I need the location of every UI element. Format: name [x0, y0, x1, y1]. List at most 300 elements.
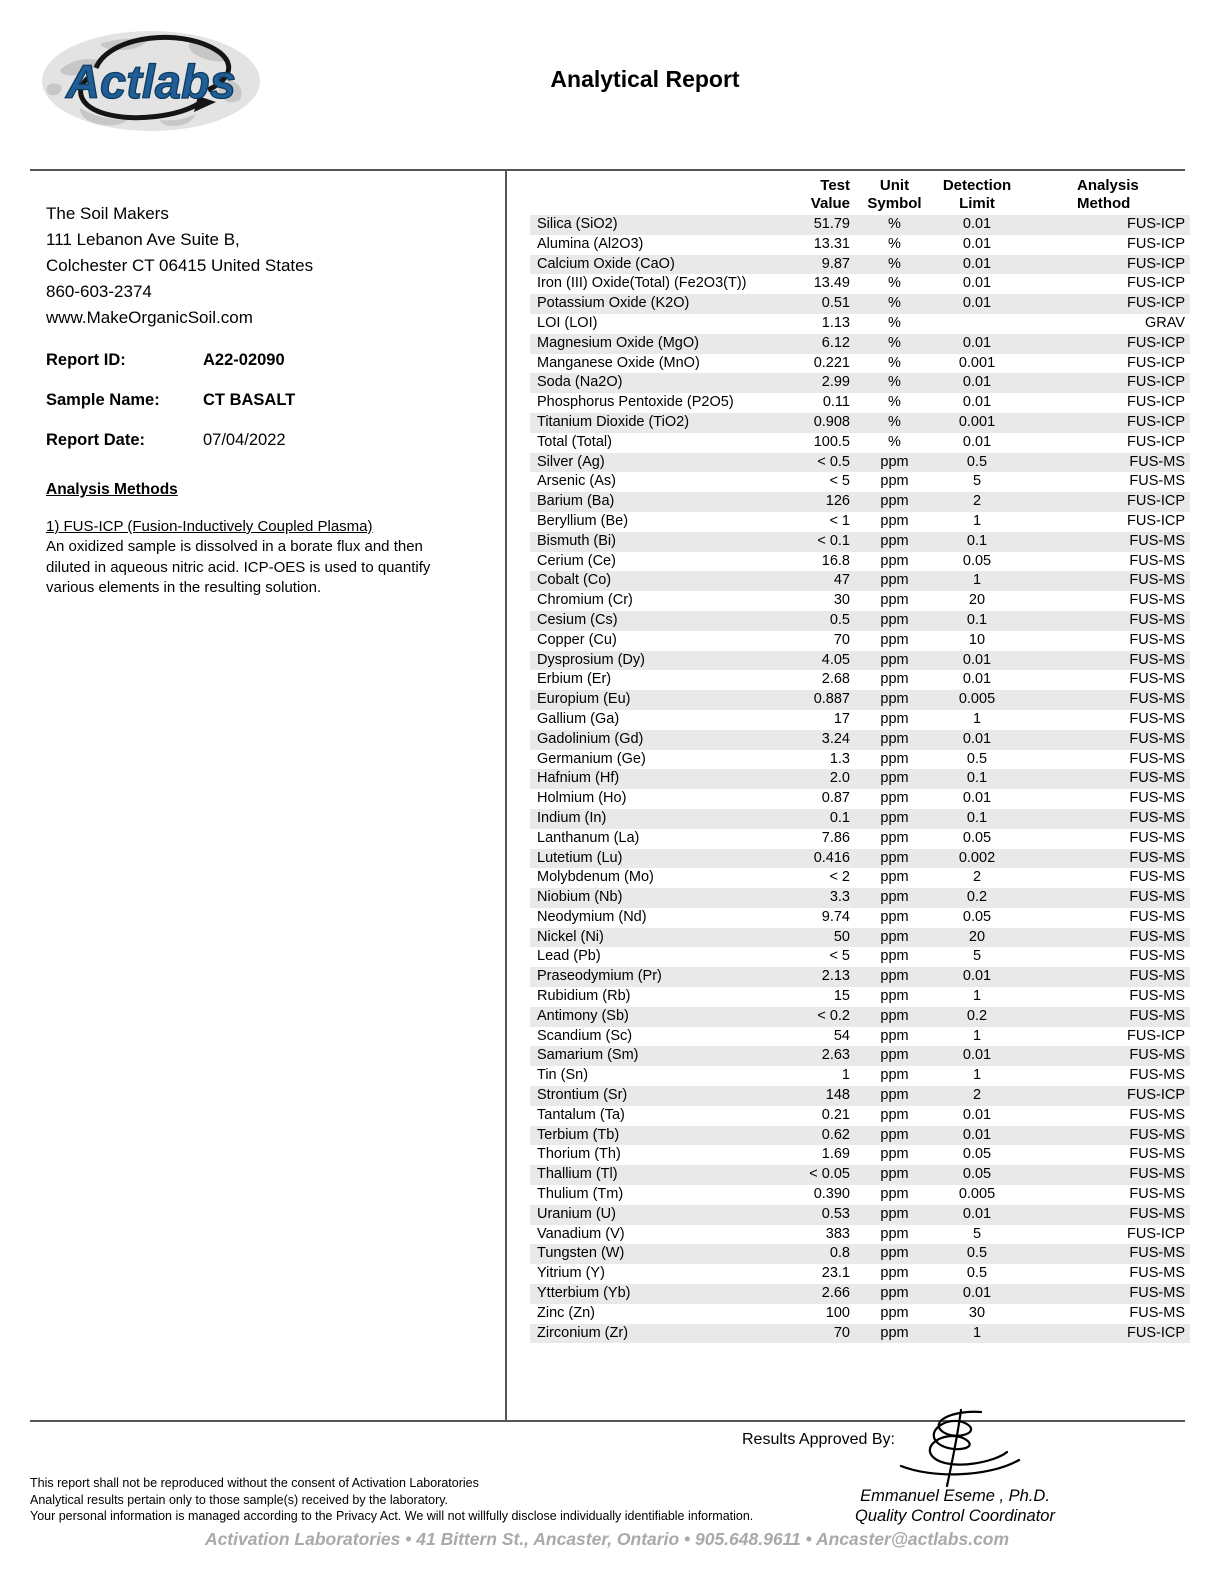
cell-value: 50 [833, 928, 850, 945]
cell-limit: 1 [972, 1027, 982, 1044]
cell-method: FUS-ICP [1127, 433, 1185, 450]
cell-limit: 0.05 [962, 908, 992, 925]
cell-method: FUS-MS [1129, 1245, 1185, 1262]
results-table [530, 177, 1190, 1343]
cell-value: 1.69 [821, 1146, 850, 1163]
signature-scribble [895, 1408, 1025, 1490]
table-row [530, 215, 1190, 235]
table-row [530, 1145, 1190, 1165]
cell-value: 0.87 [821, 790, 850, 807]
table-row [530, 1086, 1190, 1106]
table-row [530, 908, 1190, 928]
cell-method: FUS-MS [1129, 829, 1185, 846]
cell-unit: ppm [880, 611, 909, 628]
cell-method: GRAV [1144, 314, 1185, 331]
cell-limit: 0.01 [962, 730, 992, 747]
sample-name-label: Sample Name: [46, 391, 160, 409]
cell-unit: % [888, 334, 901, 351]
cell-value: 148 [825, 1087, 850, 1104]
cell-analyte: Cesium (Cs) [537, 611, 618, 628]
cell-method: FUS-MS [1129, 968, 1185, 985]
cell-method: FUS-MS [1129, 691, 1185, 708]
cell-value: 70 [833, 631, 850, 648]
table-row [530, 354, 1190, 374]
cell-value: < 0.05 [809, 1166, 850, 1183]
table-row [530, 472, 1190, 492]
cell-analyte: LOI (LOI) [537, 314, 598, 331]
cell-value: 54 [833, 1027, 850, 1044]
cell-method: FUS-MS [1129, 611, 1185, 628]
method-title: 1) FUS-ICP (Fusion-Inductively Coupled Plasma) [46, 518, 373, 535]
cell-value: 9.87 [821, 255, 850, 272]
table-row [530, 294, 1190, 314]
cell-method: FUS-ICP [1127, 275, 1185, 292]
client-name: The Soil Makers [46, 204, 169, 223]
cell-method: FUS-ICP [1127, 216, 1185, 232]
cell-analyte: Beryllium (Be) [537, 512, 629, 529]
cell-method: FUS-ICP [1127, 493, 1185, 510]
client-address-line2: Colchester CT 06415 United States [46, 256, 314, 275]
cell-value: 3.3 [829, 889, 850, 906]
cell-analyte: Total (Total) [537, 433, 612, 450]
cell-limit: 0.01 [962, 968, 992, 985]
analysis-methods-heading: Analysis Methods [46, 481, 178, 498]
cell-unit: ppm [880, 1225, 909, 1242]
cell-analyte: Thallium (Tl) [537, 1166, 618, 1183]
cell-limit: 0.05 [962, 552, 992, 569]
cell-limit: 0.05 [962, 829, 992, 846]
cell-unit: ppm [880, 453, 909, 470]
table-row [530, 373, 1190, 393]
cell-value: < 0.2 [817, 1007, 850, 1024]
cell-unit: % [888, 433, 901, 450]
cell-analyte: Lanthanum (La) [537, 829, 640, 846]
cell-method: FUS-MS [1129, 1126, 1185, 1143]
cell-analyte: Arsenic (As) [537, 473, 616, 490]
cell-unit: ppm [880, 829, 909, 846]
cell-method: FUS-MS [1129, 869, 1185, 886]
cell-unit: ppm [880, 770, 909, 787]
cell-limit: 0.05 [962, 1166, 992, 1183]
cell-unit: % [888, 216, 901, 232]
cell-value: 1.13 [821, 314, 850, 331]
cell-value: 0.390 [813, 1186, 850, 1203]
cell-value: 0.51 [821, 295, 850, 312]
cell-analyte: Germanium (Ge) [537, 750, 646, 767]
cell-limit: 0.01 [962, 295, 992, 312]
cell-limit: 0.001 [958, 413, 996, 430]
cell-limit: 1 [972, 512, 982, 529]
cell-method: FUS-MS [1129, 988, 1185, 1005]
cell-limit: 0.2 [966, 1007, 988, 1024]
cell-unit: ppm [880, 671, 909, 688]
cell-analyte: Dysprosium (Dy) [537, 651, 645, 668]
cell-unit: ppm [880, 988, 909, 1005]
cell-analyte: Cerium (Ce) [537, 552, 616, 569]
table-row [530, 532, 1190, 552]
cell-analyte: Holmium (Ho) [537, 790, 627, 807]
disclaimer-line: Analytical results pertain only to those sample(s) received by the laboratory. [30, 1492, 449, 1507]
cell-method: FUS-ICP [1127, 1027, 1185, 1044]
cell-method: FUS-MS [1129, 473, 1185, 490]
logo-wordmark: Actlabs [66, 55, 236, 108]
cell-method: FUS-ICP [1127, 1324, 1185, 1341]
cell-analyte: Uranium (U) [537, 1205, 616, 1222]
cell-unit: ppm [880, 1166, 909, 1183]
cell-limit: 0.01 [962, 1047, 992, 1064]
table-row [530, 492, 1190, 512]
table-row [530, 274, 1190, 294]
cell-method: FUS-MS [1129, 790, 1185, 807]
cell-unit: ppm [880, 908, 909, 925]
cell-analyte: Soda (Na2O) [537, 374, 623, 391]
cell-value: 6.12 [821, 334, 850, 351]
table-row [530, 1007, 1190, 1027]
cell-unit: ppm [880, 869, 909, 886]
cell-method: FUS-ICP [1127, 394, 1185, 411]
cell-unit: ppm [880, 1265, 909, 1282]
table-row [530, 571, 1190, 591]
cell-analyte: Cobalt (Co) [537, 572, 612, 589]
cell-value: 51.79 [813, 216, 850, 232]
cell-value: < 5 [829, 948, 850, 965]
cell-value: 2.68 [821, 671, 850, 688]
cell-limit: 0.01 [962, 394, 992, 411]
cell-limit: 1 [972, 710, 982, 727]
cell-method: FUS-ICP [1127, 1225, 1185, 1242]
cell-limit: 0.01 [962, 1106, 992, 1123]
cell-method: FUS-MS [1129, 592, 1185, 609]
cell-method: FUS-MS [1129, 770, 1185, 787]
analysis-method-column-header: Analysis Method [1077, 177, 1139, 212]
cell-limit: 1 [972, 1067, 982, 1084]
cell-value: 383 [825, 1225, 850, 1242]
cell-method: FUS-MS [1129, 631, 1185, 648]
cell-limit: 0.01 [962, 216, 992, 232]
table-row [530, 1225, 1190, 1245]
column-divider [505, 169, 507, 1422]
detection-limit-column-header: Detection Limit [942, 177, 1012, 212]
cell-limit: 0.005 [958, 1186, 996, 1203]
cell-method: FUS-MS [1129, 849, 1185, 866]
cell-value: 0.62 [821, 1126, 850, 1143]
cell-unit: ppm [880, 849, 909, 866]
table-row [530, 987, 1190, 1007]
cell-limit: 0.1 [966, 809, 988, 826]
cell-limit: 0.01 [962, 1285, 992, 1302]
cell-unit: ppm [880, 572, 909, 589]
cell-value: 70 [833, 1324, 850, 1341]
signature-icon [895, 1408, 1025, 1490]
cell-analyte: Vanadium (V) [537, 1225, 625, 1242]
cell-value: < 1 [829, 512, 850, 529]
cell-unit: ppm [880, 928, 909, 945]
cell-method: FUS-ICP [1127, 413, 1185, 430]
cell-value: 13.49 [813, 275, 850, 292]
table-row [530, 967, 1190, 987]
cell-unit: ppm [880, 493, 909, 510]
cell-method: FUS-MS [1129, 730, 1185, 747]
cell-limit: 0.01 [962, 790, 992, 807]
cell-limit: 0.5 [966, 1265, 988, 1282]
analyte-column-header [530, 177, 780, 215]
cell-unit: ppm [880, 1067, 909, 1084]
report-date-label: Report Date: [46, 431, 146, 449]
cell-value: 0.1 [829, 809, 850, 826]
disclaimer-line: Your personal information is managed according to the Privacy Act. We will not willfully disclose individually identifiable information. [30, 1509, 754, 1523]
cell-value: 2.0 [829, 770, 850, 787]
table-row [530, 829, 1190, 849]
table-row [530, 1244, 1190, 1264]
cell-analyte: Europium (Eu) [537, 691, 631, 708]
cell-unit: % [888, 295, 901, 312]
cell-unit: % [888, 314, 901, 331]
cell-unit: ppm [880, 532, 909, 549]
cell-method: FUS-MS [1129, 710, 1185, 727]
cell-value: 0.221 [813, 354, 850, 371]
cell-value: < 5 [829, 473, 850, 490]
table-row [530, 1126, 1190, 1146]
cell-unit: ppm [880, 1245, 909, 1262]
cell-method: FUS-MS [1129, 889, 1185, 906]
table-row [530, 750, 1190, 770]
cell-analyte: Potassium Oxide (K2O) [537, 295, 690, 312]
table-row [530, 1264, 1190, 1284]
table-row [530, 769, 1190, 789]
cell-method: FUS-MS [1129, 453, 1185, 470]
cell-value: 0.53 [821, 1205, 850, 1222]
cell-analyte: Thorium (Th) [537, 1146, 621, 1163]
table-row [530, 1185, 1190, 1205]
cell-limit: 0.002 [958, 849, 996, 866]
table-row [530, 393, 1190, 413]
cell-limit: 1 [972, 572, 982, 589]
cell-method: FUS-ICP [1127, 354, 1185, 371]
cell-unit: ppm [880, 1285, 909, 1302]
cell-analyte: Neodymium (Nd) [537, 908, 647, 925]
cell-limit: 0.2 [966, 889, 988, 906]
cell-unit: % [888, 235, 901, 252]
table-row [530, 453, 1190, 473]
cell-unit: ppm [880, 631, 909, 648]
cell-method: FUS-MS [1129, 809, 1185, 826]
cell-method: FUS-MS [1129, 1007, 1185, 1024]
cell-method: FUS-ICP [1127, 334, 1185, 351]
table-row [530, 611, 1190, 631]
cell-unit: ppm [880, 1126, 909, 1143]
cell-value: 30 [833, 592, 850, 609]
table-row [530, 710, 1190, 730]
cell-limit: 0.1 [966, 611, 988, 628]
cell-method: FUS-MS [1129, 1166, 1185, 1183]
top-divider [30, 169, 1185, 171]
table-row [530, 631, 1190, 651]
cell-unit: % [888, 413, 901, 430]
table-row [530, 1304, 1190, 1324]
cell-analyte: Strontium (Sr) [537, 1087, 628, 1104]
cell-analyte: Barium (Ba) [537, 493, 615, 510]
actlabs-logo [40, 30, 262, 133]
cell-method: FUS-MS [1129, 948, 1185, 965]
cell-analyte: Iron (III) Oxide(Total) (Fe2O3(T)) [537, 275, 747, 292]
cell-limit: 0.01 [962, 1126, 992, 1143]
cell-method: FUS-MS [1129, 572, 1185, 589]
cell-analyte: Lead (Pb) [537, 948, 601, 965]
cell-unit: ppm [880, 1027, 909, 1044]
cell-method: FUS-MS [1129, 651, 1185, 668]
cell-unit: % [888, 394, 901, 411]
client-website: www.MakeOrganicSoil.com [46, 308, 253, 327]
method-description-line: various elements in the resulting solution. [46, 579, 322, 596]
cell-limit [937, 314, 1017, 334]
method-description-line: diluted in aqueous nitric acid. ICP-OES is used to quantify [46, 558, 431, 576]
cell-unit: % [888, 374, 901, 391]
table-row [530, 868, 1190, 888]
cell-unit: ppm [880, 1205, 909, 1222]
table-row [530, 1027, 1190, 1047]
cell-analyte: Titanium Dioxide (TiO2) [537, 413, 690, 430]
table-row [530, 235, 1190, 255]
table-row [530, 512, 1190, 532]
cell-limit: 0.05 [962, 1146, 992, 1163]
cell-analyte: Praseodymium (Pr) [537, 968, 662, 985]
table-row [530, 651, 1190, 671]
cell-unit: ppm [880, 790, 909, 807]
cell-method: FUS-MS [1129, 1205, 1185, 1222]
cell-limit: 0.01 [962, 671, 992, 688]
cell-analyte: Chromium (Cr) [537, 592, 633, 609]
globe-swoosh-icon [40, 30, 262, 133]
report-date-value: 07/04/2022 [203, 431, 286, 449]
cell-method: FUS-MS [1129, 750, 1185, 767]
cell-analyte: Copper (Cu) [537, 631, 617, 648]
cell-method: FUS-MS [1129, 1285, 1185, 1302]
cell-limit: 0.01 [962, 433, 992, 450]
cell-value: 100.5 [813, 433, 850, 450]
table-row [530, 433, 1190, 453]
cell-value: 2.66 [821, 1285, 850, 1302]
table-row [530, 809, 1190, 829]
cell-method: FUS-ICP [1127, 1087, 1185, 1104]
cell-unit: ppm [880, 512, 909, 529]
cell-limit: 2 [972, 1087, 982, 1104]
table-row [530, 1284, 1190, 1304]
cell-unit: % [888, 275, 901, 292]
cell-value: < 2 [829, 869, 850, 886]
table-row [530, 1106, 1190, 1126]
cell-value: 0.21 [821, 1106, 850, 1123]
cell-unit: ppm [880, 691, 909, 708]
table-row [530, 413, 1190, 433]
cell-unit: ppm [880, 1186, 909, 1203]
sample-name-row [46, 391, 476, 410]
cell-unit: ppm [880, 968, 909, 985]
cell-limit: 0.001 [958, 354, 996, 371]
table-row [530, 789, 1190, 809]
cell-limit: 10 [968, 631, 986, 648]
cell-method: FUS-MS [1129, 1146, 1185, 1163]
cell-analyte: Silver (Ag) [537, 453, 605, 470]
report-date-row [46, 431, 476, 450]
cell-value: 13.31 [813, 235, 850, 252]
cell-unit: ppm [880, 1324, 909, 1341]
table-row [530, 928, 1190, 948]
method-description-line: An oxidized sample is dissolved in a borate flux and then [46, 538, 423, 555]
cell-limit: 5 [972, 948, 982, 965]
cell-method: FUS-ICP [1127, 374, 1185, 391]
cell-value: 0.5 [829, 611, 850, 628]
cell-unit: ppm [880, 1087, 909, 1104]
cell-limit: 0.01 [962, 275, 992, 292]
cell-limit: 1 [972, 988, 982, 1005]
report-id-row [46, 351, 476, 370]
report-meta [46, 351, 476, 471]
cell-analyte: Terbium (Tb) [537, 1126, 620, 1143]
cell-limit: 0.01 [962, 374, 992, 391]
cell-analyte: Niobium (Nb) [537, 889, 623, 906]
cell-analyte: Silica (SiO2) [537, 216, 618, 232]
cell-value: 17 [833, 710, 850, 727]
cell-limit: 2 [972, 869, 982, 886]
cell-analyte: Hafnium (Hf) [537, 770, 620, 787]
cell-analyte: Indium (In) [537, 809, 607, 826]
cell-method: FUS-MS [1129, 1304, 1185, 1321]
approver-name: Emmanuel Eseme , Ph.D. [860, 1487, 1050, 1505]
table-row [530, 730, 1190, 750]
cell-value: 9.74 [821, 908, 850, 925]
cell-analyte: Scandium (Sc) [537, 1027, 633, 1044]
cell-value: 2.13 [821, 968, 850, 985]
cell-value: 2.63 [821, 1047, 850, 1064]
cell-analyte: Antimony (Sb) [537, 1007, 629, 1024]
cell-unit: ppm [880, 809, 909, 826]
cell-method: FUS-ICP [1127, 295, 1185, 312]
cell-value: 7.86 [821, 829, 850, 846]
cell-limit: 5 [972, 473, 982, 490]
cell-method: FUS-MS [1129, 928, 1185, 945]
cell-analyte: Ytterbium (Yb) [537, 1285, 631, 1302]
cell-analyte: Zirconium (Zr) [537, 1324, 629, 1341]
cell-analyte: Magnesium Oxide (MgO) [537, 334, 699, 351]
cell-value: 100 [825, 1304, 850, 1321]
cell-analyte: Zinc (Zn) [537, 1304, 595, 1321]
cell-value: 0.908 [813, 413, 850, 430]
cell-limit: 30 [968, 1304, 986, 1321]
cell-method: FUS-MS [1129, 1067, 1185, 1084]
cell-value: 0.8 [829, 1245, 850, 1262]
cell-limit: 20 [968, 592, 986, 609]
cell-analyte: Manganese Oxide (MnO) [537, 354, 700, 371]
cell-limit: 0.1 [966, 532, 988, 549]
table-row [530, 314, 1190, 334]
table-row [530, 1324, 1190, 1344]
cell-limit: 0.5 [966, 1245, 988, 1262]
cell-unit: ppm [880, 1146, 909, 1163]
cell-analyte: Calcium Oxide (CaO) [537, 255, 675, 272]
cell-unit: ppm [880, 473, 909, 490]
table-row [530, 552, 1190, 572]
table-row [530, 1046, 1190, 1066]
cell-limit: 0.01 [962, 651, 992, 668]
table-row [530, 1066, 1190, 1086]
cell-limit: 0.1 [966, 770, 988, 787]
cell-unit: ppm [880, 710, 909, 727]
disclaimer-block [30, 1475, 753, 1525]
cell-analyte: Tungsten (W) [537, 1245, 625, 1262]
cell-value: 16.8 [821, 552, 850, 569]
cell-value: 126 [825, 493, 850, 510]
cell-method: FUS-MS [1129, 1186, 1185, 1203]
